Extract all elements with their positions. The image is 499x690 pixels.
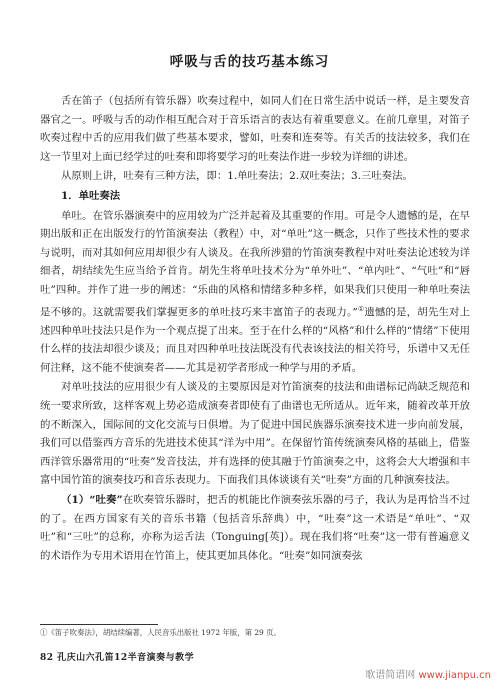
paragraph-single-tongue-part2: 遗憾的是，胡先生对上述四种单吐技法只是作为一个观点提了出来。至于在什么样的“风格”和什么样的“情绪”下使用什么样的技法却很少谈及；而且对四种单吐技法既没有代表该技法的相关符号，乐谱中又无任何注释，这不能不使演奏者——尤其是初学者形成一种学与用的矛盾。 xyxy=(40,306,471,374)
footnote-divider xyxy=(40,624,158,625)
paragraph-methods: 从原则上讲，吐奏有三种方法，即：1.单吐奏法；2.双吐奏法；3.三吐奏法。 xyxy=(61,170,413,183)
body-text xyxy=(40,92,470,565)
paragraph-tonguing-text: 在吹奏管乐器时，把舌的机能比作演奏弦乐器的弓子，我认为是再恰当不过的了。在西方国家有关的音乐书籍（包括音乐辞典）中，“吐奏”这一术语是“单吐”、“双吐”和“三吐”的总称，亦称为运舌法（Tonguing[英]）。现在我们将“吐奏”这一带有普遍意义的术语作为专用术语用在竹笛上，使其更加具体化。“吐奏”如同演奏弦 xyxy=(40,493,471,562)
paragraph-tonguing xyxy=(40,491,470,565)
paragraph-intro: 舌在笛子（包括所有管乐器）吹奏过程中，如同人们在日常生活中说话一样，是主要发音器官之一。呼吸与舌的动作相互配合对于音乐语言的表达有着重要意义。在前几章里，对笛子吹奏过程中舌的应用我们做了些基本要求，譬如，吐奏和连奏等。有关舌的技法较多，我们在这一节里对上面已经学过的吐奏和即将要学习的吐奏法作进一步较为详细的讲述。 xyxy=(40,95,470,163)
footnote-marker: ① xyxy=(357,304,365,313)
watermark-url: www.jianpu.cn xyxy=(418,670,491,681)
page-footer: 82 孔庆山六孔笛12半音演奏与教学 xyxy=(40,653,195,663)
paragraph-single-tongue-part1: 单吐。在管乐器演奏中的应用较为广泛并起着及其重要的作用。可是令人遗憾的是，在早期出版和正在出版发行的竹笛演奏法（教程）中，对“单吐”这一概念，只作了些技术性的要求与说明，而对其如何应用却很少有人谈及。在我所涉猎的竹笛演奏教程中对吐奏法论述较为详细者，胡结续先生应当给予首肯。胡先生将单吐技术分为“单外吐”、“单内吐”、“气吐”和“唇吐”四种。并作了进一步的阐述：“乐曲的风格和情绪多种多样，如果我们只使用一种单吐奏法是不够的。这就需要我们掌握更多的单吐技巧来丰富笛子的表现力。” xyxy=(40,209,470,318)
watermark xyxy=(365,666,491,681)
footnote: ①《笛子吹奏法》，胡结续编著，人民音乐出版社 1972 年版，第 29 页。 xyxy=(40,628,281,637)
paragraph-single-tongue xyxy=(40,207,470,378)
section-heading-single-tongue: 1．单吐奏法 xyxy=(61,189,121,202)
paragraph-technique-reasons: 对单吐技法的应用很少有人谈及的主要原因是对竹笛演奏的技法和曲谱标记尚缺乏规范和统一要求所致，这样客观上势必造成演奏者即使有了曲谱也无所适从。近年来，随着改革开放的不断深入，国际间的文化交流与日俱增。为了促进中国民族器乐演奏技术进一步向前发展，我们可以借鉴西方音乐的先进技术使其“洋为中用”。在保留竹笛传统演奏风格的基础上，借鉴西洋管乐器常用的“吐奏”发音技法，并有选择的使其融于竹笛演奏之中，这将会大大增强和丰富中国竹笛的演奏技巧和音乐表现力。下面我们具体谈谈有关“吐奏”方面的几种演奏技法。 xyxy=(40,381,470,487)
watermark-site-name: 歌谱简谱网 xyxy=(365,670,416,681)
page-title: 呼吸与舌的技巧基本练习 xyxy=(169,54,330,70)
subsection-label-tonguing: （1）“吐奏” xyxy=(61,493,123,506)
